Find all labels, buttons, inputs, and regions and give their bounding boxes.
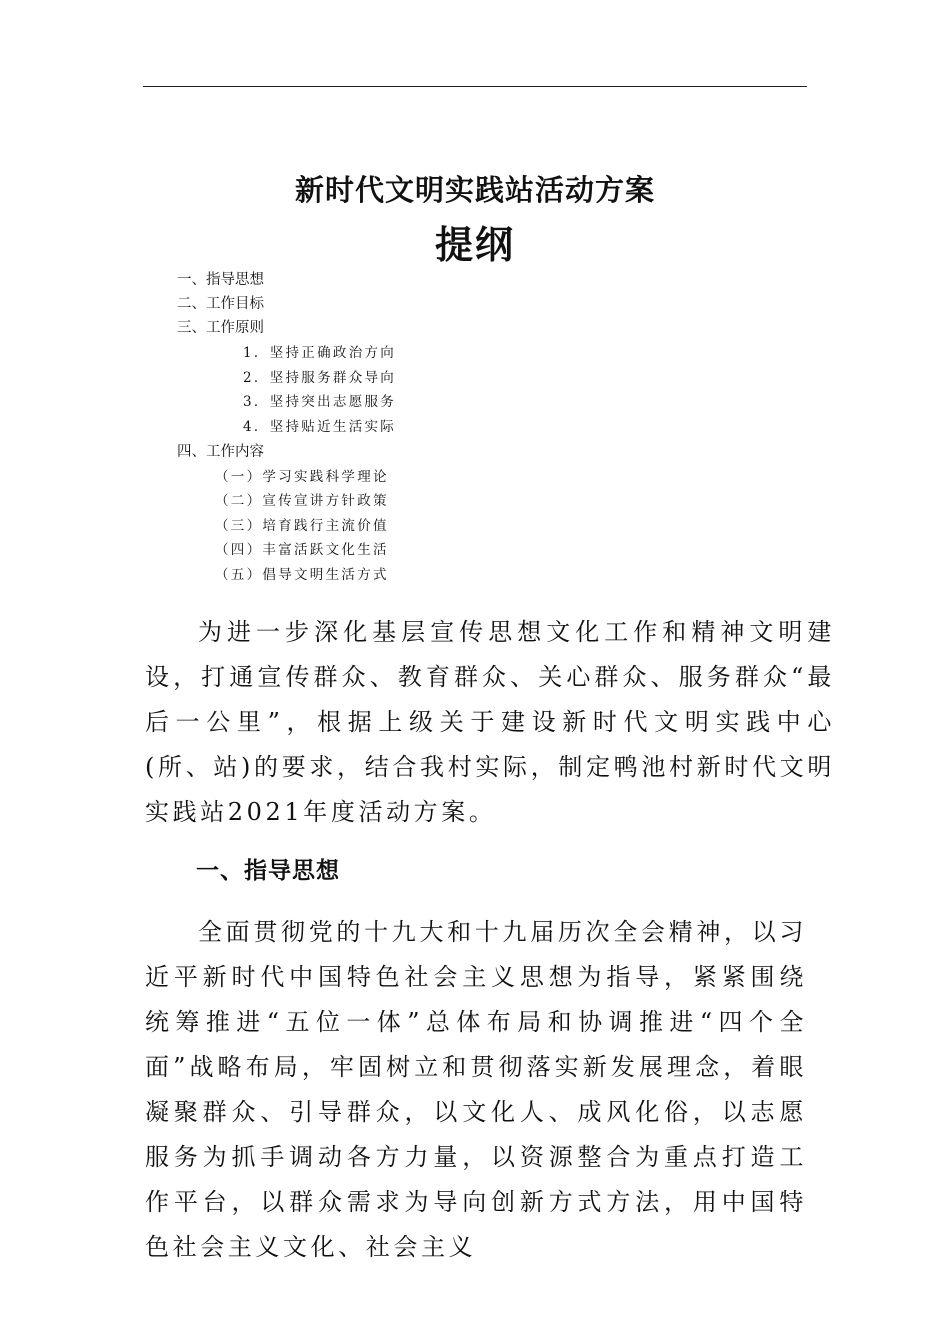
outline-subitem: （五）倡导文明生活方式	[215, 567, 389, 583]
section-paragraph: 全面贯彻党的十九大和十九届历次全会精神，以习近平新时代中国特色社会主义思想为指导，紧紧围绕统筹推进“五位一体”总体布局和协调推进“四个全面”战略布局，牢固树立和贯彻落实新发展理念，着眼凝聚群众、引导群众，以文化人、成风化俗，以志愿服务为抓手调动各方力量，以资源整合为重点打造工作平台，以群众需求为导向创新方式方法，用中国特色社会主义文化、社会主义	[145, 918, 807, 1261]
outline-item: 二、工作目标	[177, 296, 264, 312]
section-heading: 一、指导思想	[196, 858, 340, 884]
outline-subitem: （一）学习实践科学理论	[215, 469, 389, 485]
document-subtitle: 提纲	[434, 222, 515, 267]
outline-subitem: 1．坚持正确政治方向	[243, 345, 397, 361]
outline-subitem: 4．坚持贴近生活实际	[243, 419, 397, 435]
header-rule	[143, 86, 807, 87]
outline-subitem: （四）丰富活跃文化生活	[215, 542, 389, 558]
outline-subitem: （二）宣传宣讲方针政策	[215, 493, 389, 509]
outline-item: 四、工作内容	[177, 444, 264, 460]
outline-item: 三、工作原则	[177, 320, 264, 336]
outline-item: 一、指导思想	[177, 272, 264, 288]
document-title: 新时代文明实践站活动方案	[294, 173, 655, 207]
outline-subitem: （三）培育践行主流价值	[215, 518, 389, 534]
outline-subitem: 2．坚持服务群众导向	[243, 370, 397, 386]
intro-paragraph: 为进一步深化基层宣传思想文化工作和精神文明建设，打通宣传群众、教育群众、关心群众、服务群众“最后一公里”，根据上级关于建设新时代文明实践中心(所、站)的要求，结合我村实际，制定鸭池村新时代文明实践站2021年度活动方案。	[145, 618, 835, 826]
outline-subitem: 3．坚持突出志愿服务	[243, 394, 397, 410]
